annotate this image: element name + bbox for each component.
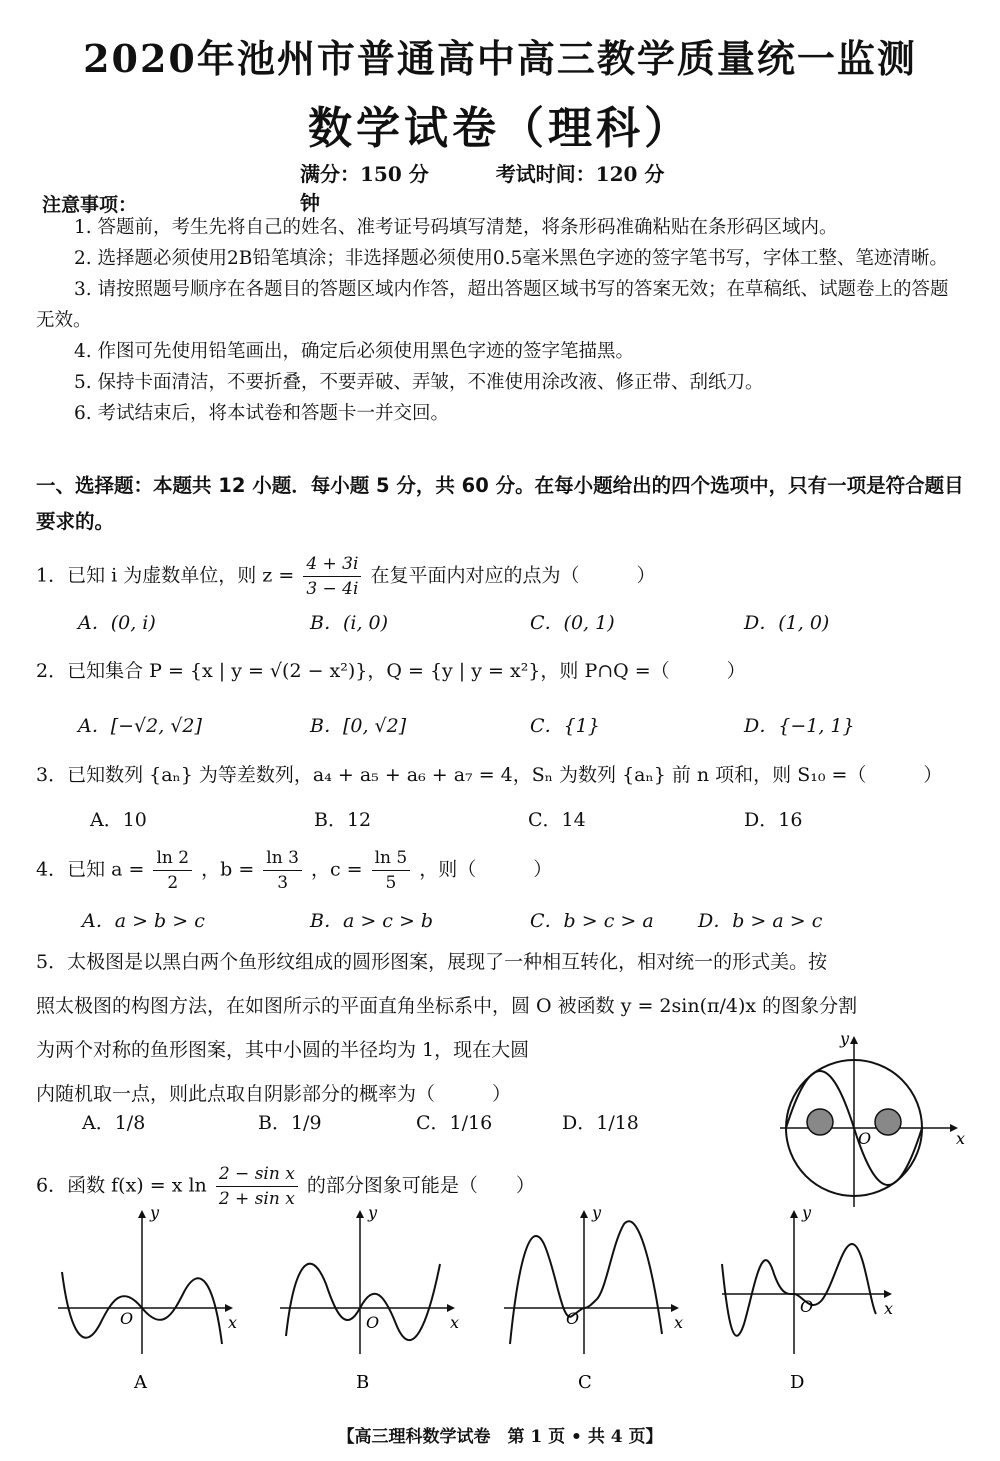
graph-d-y-label: y <box>802 1204 812 1222</box>
exam-title: 2020年池州市普通高中高三教学质量统一监测 <box>83 36 917 81</box>
notice-item: 5. 保持卡面清洁，不要折叠，不要弄破、弄皱，不准使用涂改液、修正带、刮纸刀。 <box>74 372 764 393</box>
q6-denominator: 2 + sin x <box>218 1189 295 1209</box>
question-1 <box>36 552 656 601</box>
q6-graph-a[interactable] <box>50 1204 250 1394</box>
graph-d-caption: D <box>790 1372 805 1393</box>
graph-d-curve <box>722 1244 876 1336</box>
taiji-origin-label: O <box>858 1129 872 1148</box>
q4-c-label: ，c = <box>310 858 363 881</box>
q6-graph-c[interactable] <box>496 1204 696 1394</box>
q5-line-3: 为两个对称的鱼形图案，其中小圆的半径均为 1，现在大圆 <box>36 1039 530 1061</box>
q2-option-c[interactable]: C．{1} <box>530 715 600 737</box>
taiji-left-small-circle <box>807 1109 833 1135</box>
notice-item: 1. 答题前，考生先将自己的姓名、准考证号码填写清楚，将条形码准确粘贴在条形码区域内。 <box>74 217 838 238</box>
q3-option-a[interactable]: A．10 <box>90 809 147 831</box>
q6-numerator: 2 − sin x <box>216 1162 298 1187</box>
q4-fraction-b <box>263 846 302 895</box>
q4-option-c[interactable]: C．b > c > a <box>530 910 654 932</box>
taiji-x-label: x <box>956 1129 966 1148</box>
q4-b-numerator: ln 3 <box>263 846 302 871</box>
graph-d-origin-label: O <box>800 1297 814 1316</box>
q4-fraction-a <box>153 846 192 895</box>
graph-a-caption: A <box>134 1372 147 1393</box>
q2-option-d[interactable]: D．{−1, 1} <box>744 715 855 737</box>
graph-d-x-arrow <box>884 1290 892 1298</box>
q6-graph-d[interactable] <box>714 1204 914 1394</box>
graph-a-x-arrow <box>225 1304 233 1312</box>
q5-line-4: 内随机取一点，则此点取自阴影部分的概率为（ ） <box>36 1083 512 1105</box>
q5-line-2: 照太极图的构图方法，在如图所示的平面直角坐标系中，圆 O 被函数 y = 2sin(π/4)x 的图象分割 <box>36 995 858 1017</box>
q1-option-b[interactable]: B．(i, 0) <box>310 612 389 634</box>
graph-b-origin-label: O <box>366 1313 380 1332</box>
q4-c-denominator: 5 <box>385 873 397 893</box>
q4-option-a[interactable]: A．a > b > c <box>82 910 205 932</box>
q6-graph-b[interactable] <box>272 1204 472 1394</box>
q3-option-d[interactable]: D．16 <box>744 809 803 831</box>
question-2: 2．已知集合 P = {x | y = √(2 − x²)}，Q = {y | y = x²}，则 P∩Q =（ ） <box>36 660 746 682</box>
q1-option-a[interactable]: A．(0, i) <box>78 612 156 634</box>
question-4 <box>36 846 552 895</box>
q4-b-label: ，b = <box>201 858 255 881</box>
notice-item: 4. 作图可先使用铅笔画出，确定后必须使用黑色字迹的签字笔描黑。 <box>74 341 635 362</box>
section-heading: 一、选择题：本题共 12 小题．每小题 5 分，共 60 分。在每小题给出的四个选项中，只有一项是符合题目要求的。 <box>36 474 964 533</box>
subject-title: 数学试卷（理科） <box>308 103 692 154</box>
q4-prefix: 4．已知 a = <box>36 858 145 881</box>
q1-suffix: 在复平面内对应的点为（ ） <box>370 564 656 587</box>
q6-prefix: 6．函数 f(x) = x ln <box>36 1174 207 1197</box>
graph-b-x-arrow <box>447 1304 455 1312</box>
graph-b-caption: B <box>356 1372 370 1393</box>
graph-c-curve <box>510 1221 662 1344</box>
question-3: 3．已知数列 {aₙ} 为等差数列，a₄ + a₅ + a₆ + a₇ = 4，Sₙ 为数列 {aₙ} 前 n 项和，则 S₁₀ =（ ） <box>36 764 943 786</box>
graph-b-y-arrow <box>356 1210 364 1218</box>
notice-heading: 注意事项： <box>42 194 138 216</box>
q5-option-c[interactable]: C．1/16 <box>416 1112 493 1134</box>
graph-a-y-label: y <box>150 1204 160 1222</box>
exam-time: 考试时间：120 分钟 <box>300 162 665 215</box>
graph-c-y-arrow <box>580 1210 588 1218</box>
q1-option-d[interactable]: D．(1, 0) <box>744 612 830 634</box>
notice-item: 3. 请按照题号顺序在各题目的答题区域内作答，超出答题区域书写的答案无效；在草稿纸、试题卷上的答题无效。 <box>36 279 949 331</box>
q5-option-a[interactable]: A．1/8 <box>82 1112 146 1134</box>
taiji-figure <box>770 1032 970 1212</box>
q1-numerator: 4 + 3i <box>303 552 361 577</box>
graph-b-curve <box>286 1264 440 1340</box>
graph-a-y-arrow <box>138 1210 146 1218</box>
q5-line-1: 5．太极图是以黑白两个鱼形纹组成的圆形图案，展现了一种相互转化，相对统一的形式美。按 <box>36 951 828 973</box>
q4-a-numerator: ln 2 <box>153 846 192 871</box>
graph-a-x-label: x <box>228 1313 238 1332</box>
q3-option-b[interactable]: B．12 <box>314 809 372 831</box>
notice-list <box>36 212 966 429</box>
q1-option-c[interactable]: C．(0, 1) <box>530 612 615 634</box>
graph-d-x-label: x <box>884 1299 894 1318</box>
q4-option-b[interactable]: B．a > c > b <box>310 910 434 932</box>
notice-item: 2. 选择题必须使用2B铅笔填涂；非选择题必须使用0.5毫米黑色字迹的签字笔书写，字体工整、笔迹清晰。 <box>74 248 948 269</box>
q3-option-c[interactable]: C．14 <box>528 809 586 831</box>
q4-b-denominator: 3 <box>277 873 289 893</box>
graph-b-x-label: x <box>450 1313 460 1332</box>
q4-option-d[interactable]: D．b > a > c <box>698 910 823 932</box>
graph-a-origin-label: O <box>120 1309 134 1328</box>
q2-option-b[interactable]: B．[0, √2] <box>310 715 407 737</box>
graph-c-y-label: y <box>592 1204 602 1222</box>
q5-option-b[interactable]: B．1/9 <box>258 1112 322 1134</box>
q4-fraction-c <box>372 846 411 895</box>
q1-fraction <box>303 552 361 601</box>
taiji-y-arrow <box>850 1036 858 1044</box>
graph-c-x-arrow <box>671 1304 679 1312</box>
notice-item: 6. 考试结束后，将本试卷和答题卡一并交回。 <box>74 403 450 424</box>
score-line <box>300 158 720 216</box>
graph-c-x-label: x <box>674 1313 684 1332</box>
graph-c-origin-label: O <box>566 1309 580 1328</box>
taiji-right-small-circle <box>875 1109 901 1135</box>
q2-option-a[interactable]: A．[−√2, √2] <box>78 715 202 737</box>
q6-suffix: 的部分图象可能是（ ） <box>306 1174 535 1197</box>
full-score: 满分：150 分 <box>300 162 429 186</box>
q4-c-numerator: ln 5 <box>372 846 411 871</box>
graph-c-caption: C <box>578 1372 592 1393</box>
q4-suffix: ，则（ ） <box>419 858 553 881</box>
q5-option-d[interactable]: D．1/18 <box>562 1112 639 1134</box>
q1-prefix: 1．已知 i 为虚数单位，则 z = <box>36 564 295 587</box>
page-footer: 【高三理科数学试卷 第 1 页 • 共 4 页】 <box>337 1427 663 1447</box>
q4-a-denominator: 2 <box>167 873 179 893</box>
graph-b-y-label: y <box>368 1204 378 1222</box>
graph-d-y-arrow <box>790 1210 798 1218</box>
taiji-y-label: y <box>840 1032 850 1048</box>
q1-denominator: 3 − 4i <box>306 579 359 599</box>
